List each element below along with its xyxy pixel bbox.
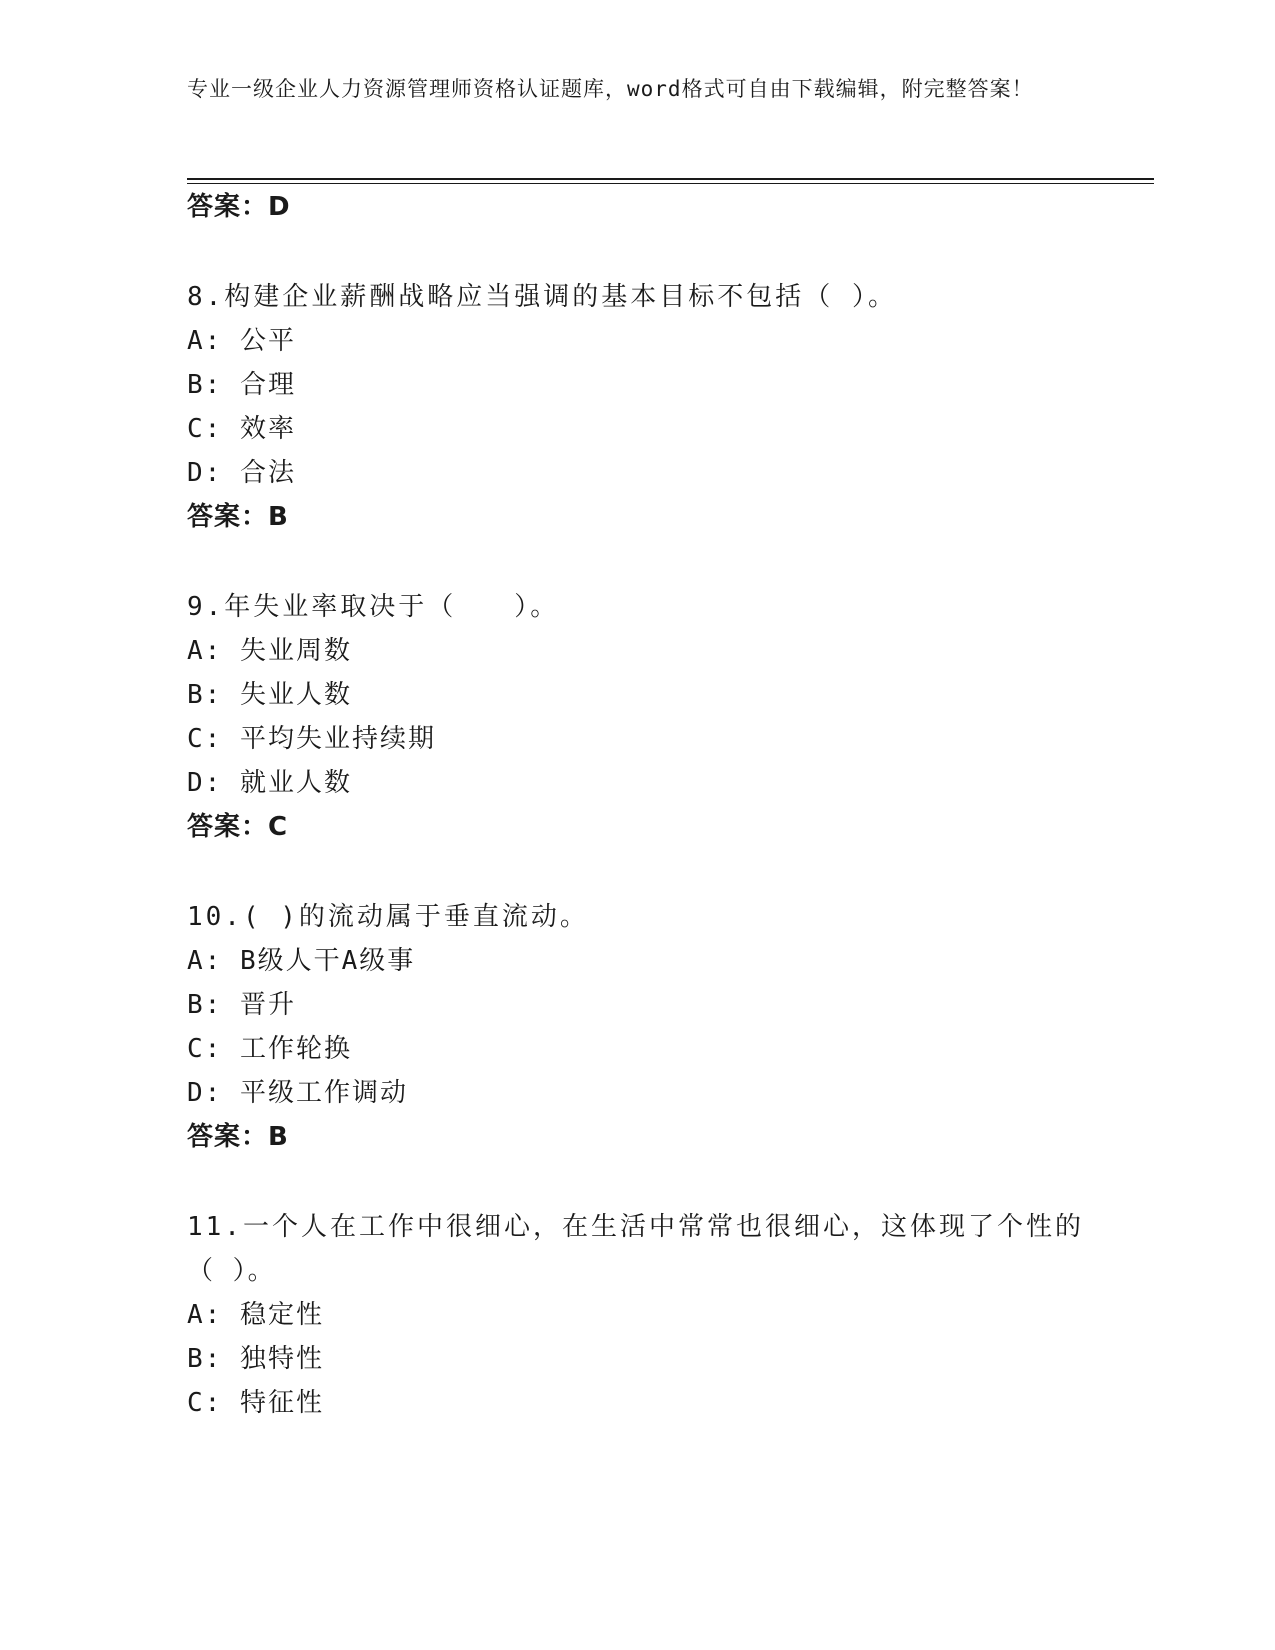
option-b: B: 晋升: [187, 990, 296, 1020]
header-note: 专业一级企业人力资源管理师资格认证题库，word格式可自由下载编辑，附完整答案！: [187, 77, 1034, 101]
answer: 答案：B: [187, 502, 289, 532]
option-b: B: 失业人数: [187, 680, 352, 710]
header-divider-thick: [187, 178, 1154, 180]
option-a: A: 稳定性: [187, 1300, 324, 1330]
option-a: A: 失业周数: [187, 636, 352, 666]
question-stem: 10.( )的流动属于垂直流动。: [187, 902, 589, 932]
option-c: C: 平均失业持续期: [187, 724, 436, 754]
question-stem-line-1: 11.一个人在工作中很细心，在生活中常常也很细心，这体现了个性的: [187, 1212, 1084, 1242]
option-c: C: 工作轮换: [187, 1034, 352, 1064]
option-c: C: 效率: [187, 414, 296, 444]
question-stem: 8.构建企业薪酬战略应当强调的基本目标不包括（ ）。: [187, 282, 897, 312]
question-stem: 9.年失业率取决于（ ）。: [187, 592, 560, 622]
option-a: A: B级人干A级事: [187, 946, 416, 976]
option-d: D: 合法: [187, 458, 296, 488]
option-d: D: 就业人数: [187, 768, 352, 798]
previous-answer: 答案：D: [187, 192, 291, 222]
header-divider-thin: [187, 183, 1154, 184]
option-c: C: 特征性: [187, 1388, 324, 1418]
option-b: B: 合理: [187, 370, 296, 400]
answer: 答案：B: [187, 1122, 289, 1152]
answer: 答案：C: [187, 812, 289, 842]
option-b: B: 独特性: [187, 1344, 324, 1374]
option-a: A: 公平: [187, 326, 296, 356]
option-d: D: 平级工作调动: [187, 1078, 408, 1108]
question-stem-line-2: （ ）。: [187, 1256, 276, 1286]
